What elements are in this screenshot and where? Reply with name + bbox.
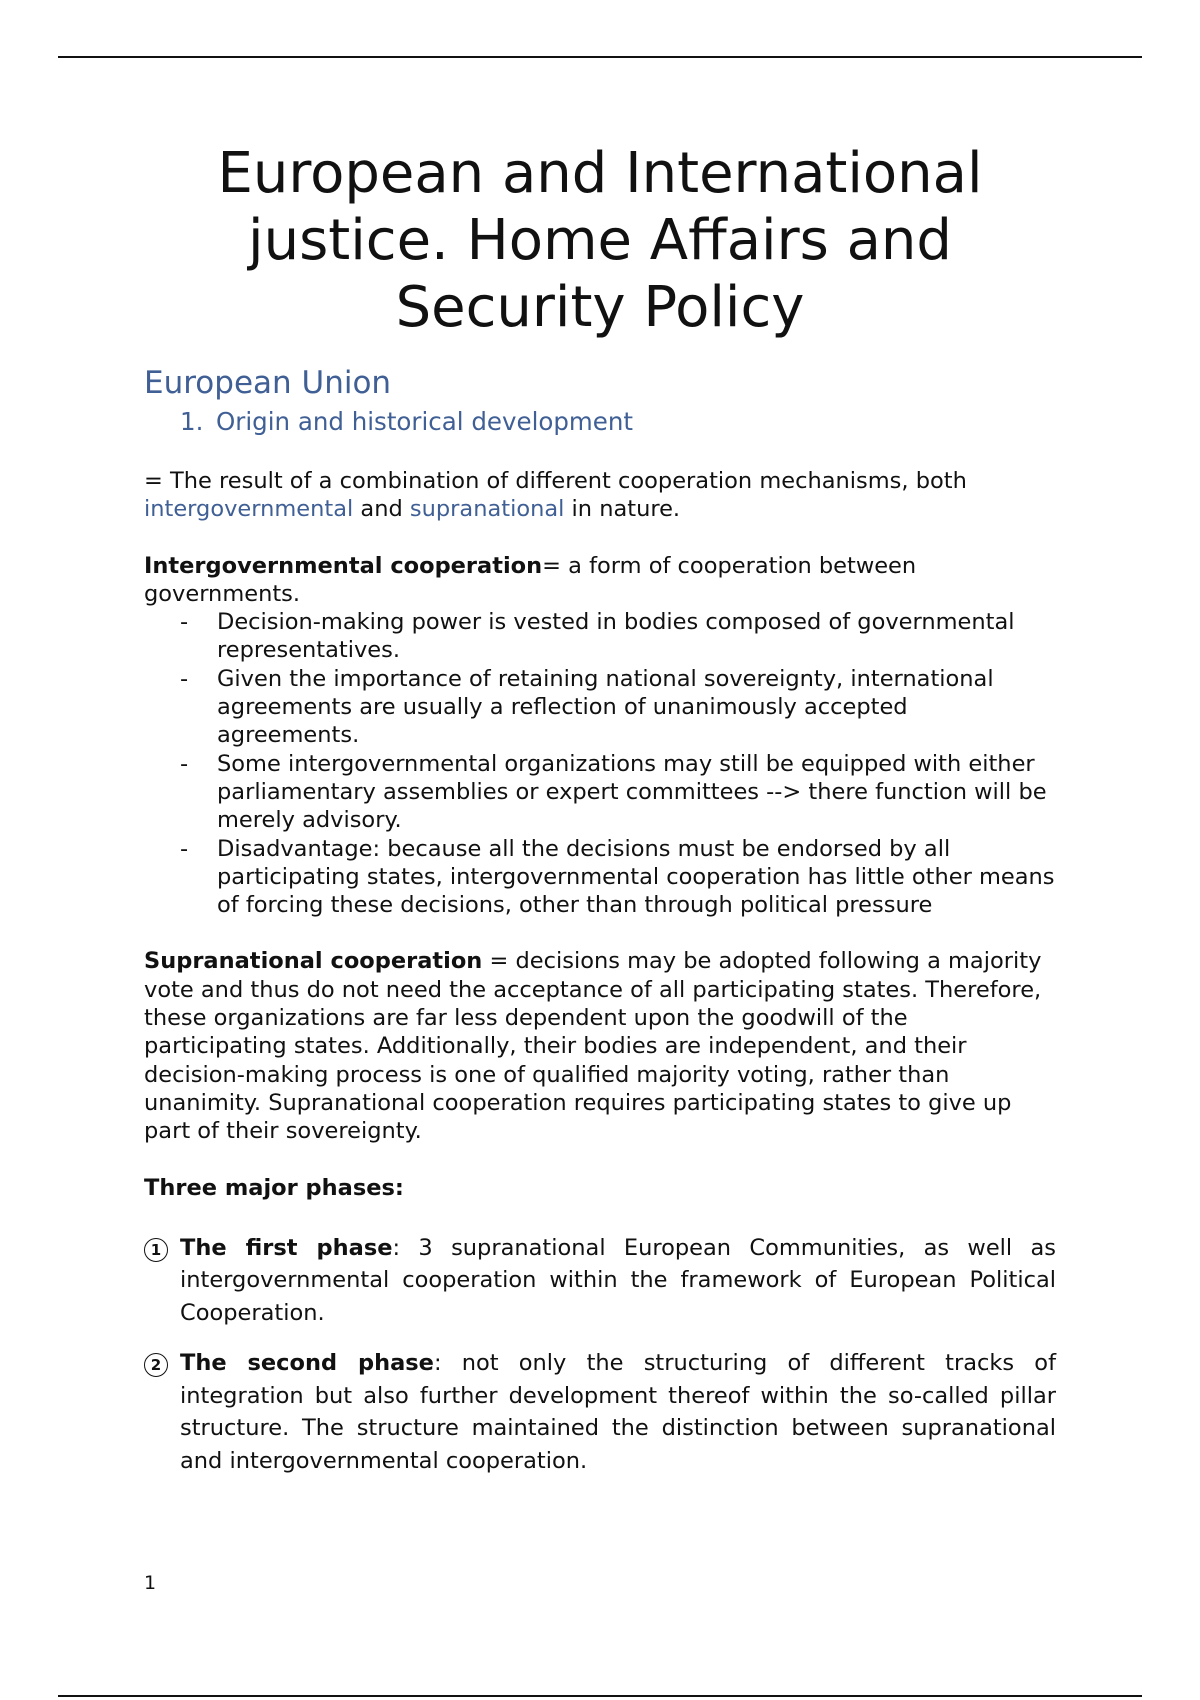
footer-rule — [58, 1695, 1142, 1697]
supranational-paragraph — [144, 947, 1056, 1145]
list-item: - Decision-making power is vested in bodies composed of governmental representatives. — [180, 609, 1015, 664]
section-heading: European Union — [144, 365, 392, 401]
header-rule — [58, 56, 1142, 58]
intro-mid: and — [353, 496, 410, 523]
phase-item-2 — [144, 1347, 1056, 1477]
intergovernmental-list — [144, 608, 1056, 919]
intergovernmental-term: Intergovernmental cooperation — [144, 552, 543, 579]
intro-term-supranational: supranational — [409, 496, 565, 523]
intro-term-intergovernmental: intergovernmental — [144, 496, 354, 523]
supranational-definition-text: = decisions may be adopted following a majority vote and thus do not need the acceptance of all participating states. Therefore, these organizations are far less dependent upon the goodwill of the participating states. Additionally, their bodies are independent, and their decision-making process is one of qualified majority voting, rather than unanimity. Supranational cooperation requires participating states to give up part of their sovereignty. — [144, 948, 1042, 1145]
list-item: - Disadvantage: because all the decisions must be endorsed by all participating states, intergovernmental cooperation has little other means of forcing these decisions, other than through political pressure — [180, 835, 1055, 919]
phase-text: : not only the structuring of different tracks of integration but also further development thereof within the so-called pillar structure. The structure maintained the distinction between supranational and intergovernmental cooperation. — [180, 1350, 1056, 1474]
phase-term: The second phase — [180, 1350, 434, 1377]
circled-number-2-icon: 2 — [144, 1353, 168, 1377]
phase-text: : 3 supranational European Communities, as well as intergovernmental cooperation within the framework of European Political Cooperation. — [180, 1234, 1056, 1326]
phases-heading: Three major phases: — [144, 1174, 404, 1201]
subsection-number: 1. — [180, 407, 204, 436]
circled-number-1-icon: 1 — [144, 1238, 168, 1262]
subsection-heading — [180, 405, 1056, 439]
intro-tail: in nature. — [564, 496, 681, 523]
subsection-label: Origin and historical development — [216, 407, 633, 436]
intro-lead: = The result of a combination of different cooperation mechanisms, both — [144, 468, 967, 494]
intergovernmental-definition-text: = a form of cooperation between governments. — [144, 552, 917, 607]
list-item: - Some intergovernmental organizations may still be equipped with either parliamentary assemblies or expert committees --> there function will be merely advisory. — [180, 750, 1047, 834]
supranational-term: Supranational cooperation — [144, 948, 483, 975]
list-item: - Given the importance of retaining national sovereignty, international agreements are usually a reflection of unanimously accepted agreements. — [180, 665, 994, 749]
phase-term: The first phase — [180, 1234, 393, 1261]
page-number: 1 — [144, 1572, 157, 1594]
intergovernmental-definition — [144, 552, 1056, 609]
intro-paragraph — [144, 467, 1056, 524]
page-title: European and International justice. Home Affairs and Security Policy — [217, 141, 983, 340]
phase-item-1 — [144, 1232, 1056, 1330]
document-body — [144, 140, 1056, 1477]
